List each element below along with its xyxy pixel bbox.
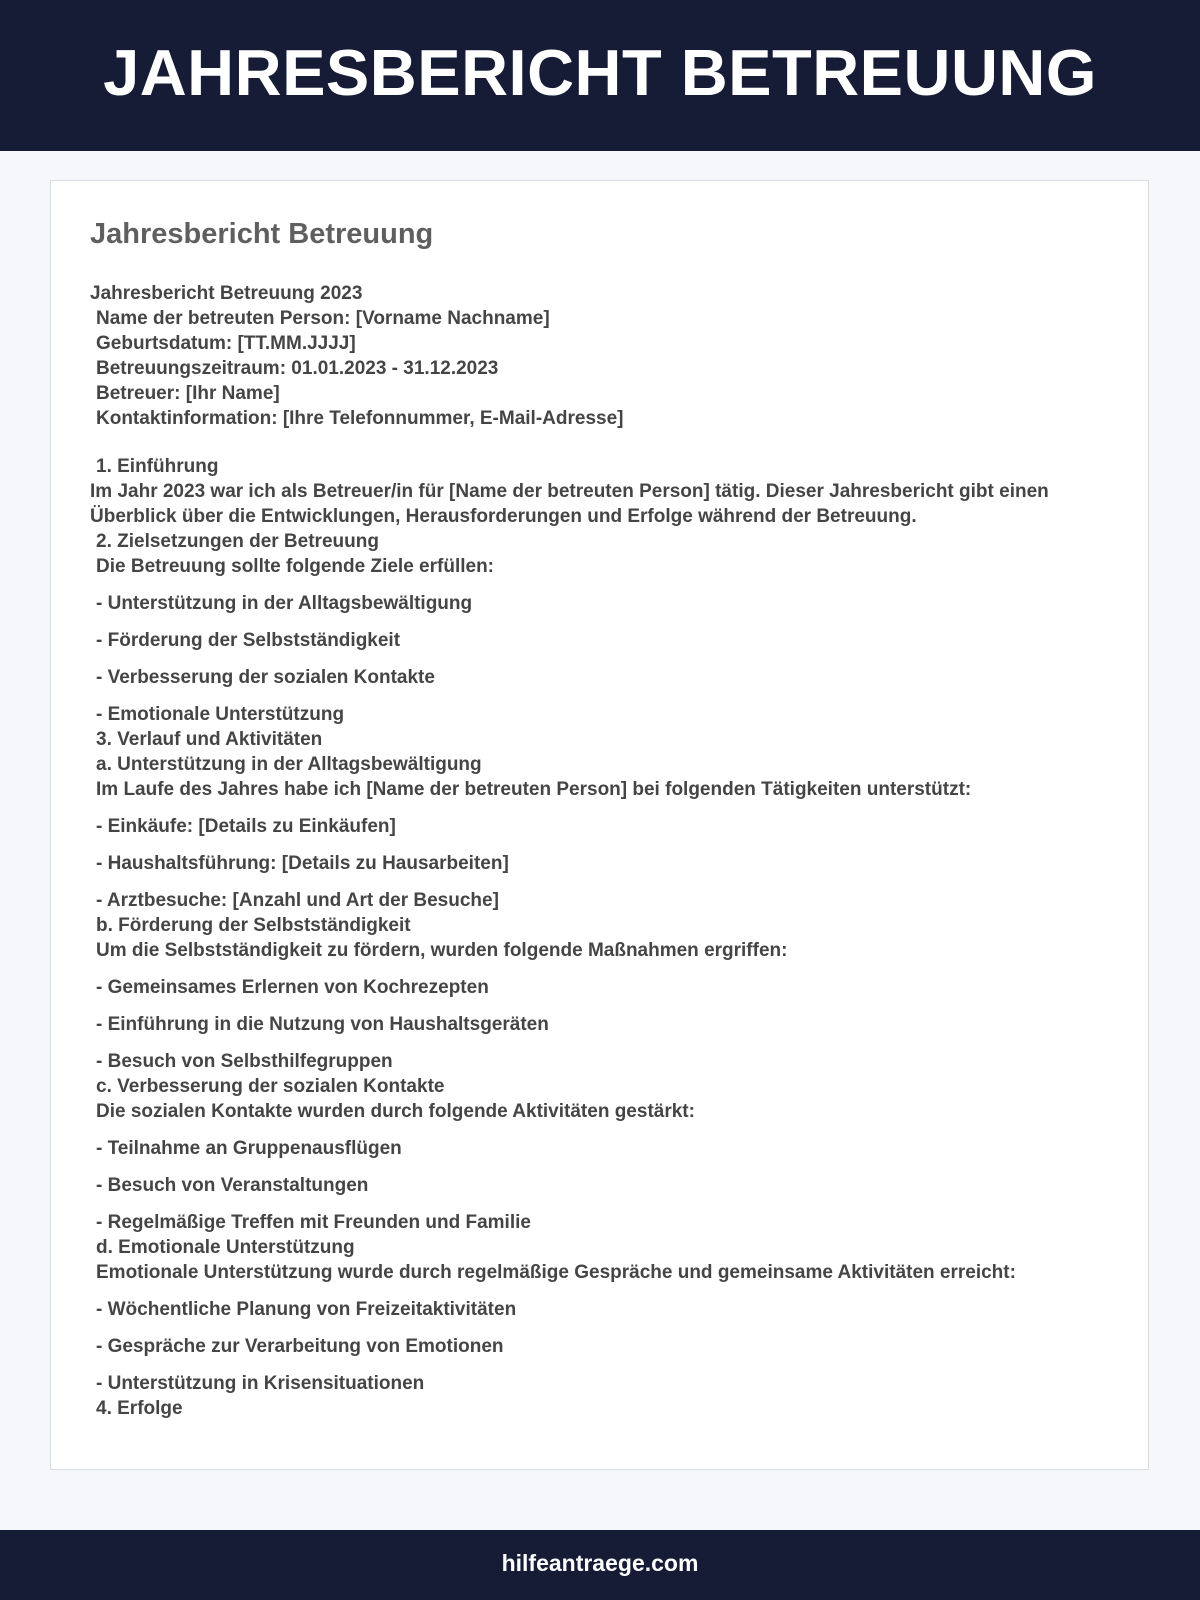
list-item: - Arztbesuche: [Anzahl und Art der Besuche] [96, 890, 499, 911]
person-name: Name der betreuten Person: [Vorname Nachname] [96, 308, 550, 329]
header-title: JAHRESBERICHT BETREUUNG [103, 36, 1097, 109]
page-header [0, 0, 1200, 151]
spacer [90, 431, 1130, 454]
subsection-heading: b. Förderung der Selbstständigkeit [96, 915, 411, 936]
list-item: - Einkäufe: [Details zu Einkäufen] [96, 816, 396, 837]
report-heading: Jahresbericht Betreuung 2023 [90, 283, 363, 304]
list-item: - Unterstützung in Krisensituationen [96, 1373, 425, 1394]
caretaker: Betreuer: [Ihr Name] [96, 383, 280, 404]
list-item: - Regelmäßige Treffen mit Freunden und Familie [96, 1212, 531, 1233]
section-text: Die Betreuung sollte folgende Ziele erfüllen: [96, 556, 494, 577]
section-heading: 1. Einführung [96, 456, 219, 477]
document-title: Jahresbericht Betreuung [90, 218, 434, 250]
list-item: - Gemeinsames Erlernen von Kochrezepten [96, 977, 489, 998]
list-item: - Gespräche zur Verarbeitung von Emotionen [96, 1336, 504, 1357]
section-text: Um die Selbstständigkeit zu fördern, wurden folgende Maßnahmen ergriffen: [96, 940, 788, 961]
birthdate: Geburtsdatum: [TT.MM.JJJJ] [96, 333, 356, 354]
list-item: - Teilnahme an Gruppenausflügen [96, 1138, 402, 1159]
list-item: - Einführung in die Nutzung von Haushaltsgeräten [96, 1014, 549, 1035]
list-item: - Wöchentliche Planung von Freizeitaktivitäten [96, 1299, 517, 1320]
document-card [50, 180, 1149, 1470]
section-heading: 2. Zielsetzungen der Betreuung [96, 531, 379, 552]
section-text: Die sozialen Kontakte wurden durch folgende Aktivitäten gestärkt: [96, 1101, 695, 1122]
list-item: - Besuch von Selbsthilfegruppen [96, 1051, 393, 1072]
subsection-heading: a. Unterstützung in der Alltagsbewältigung [96, 754, 482, 775]
contact-info: Kontaktinformation: [Ihre Telefonnummer, E-Mail-Adresse] [96, 408, 624, 429]
section-text: Im Laufe des Jahres habe ich [Name der betreuten Person] bei folgenden Tätigkeiten unterstützt: [96, 779, 972, 800]
footer-site-link[interactable]: hilfeantraege.com [501, 1549, 699, 1576]
section-text: Emotionale Unterstützung wurde durch regelmäßige Gespräche und gemeinsame Aktivitäten erreicht: [96, 1262, 1016, 1283]
document-body [90, 281, 1130, 1421]
list-item: - Haushaltsführung: [Details zu Hausarbeiten] [96, 853, 509, 874]
list-item: - Emotionale Unterstützung [96, 704, 345, 725]
list-item: - Besuch von Veranstaltungen [96, 1175, 369, 1196]
page-footer [0, 1530, 1200, 1600]
subsection-heading: d. Emotionale Unterstützung [96, 1237, 355, 1258]
section-heading: 3. Verlauf und Aktivitäten [96, 729, 323, 750]
list-item: - Verbesserung der sozialen Kontakte [96, 667, 435, 688]
care-period: Betreuungszeitraum: 01.01.2023 - 31.12.2023 [96, 358, 499, 379]
subsection-heading: c. Verbesserung der sozialen Kontakte [96, 1076, 445, 1097]
section-heading: 4. Erfolge [96, 1398, 183, 1419]
list-item: - Unterstützung in der Alltagsbewältigung [96, 593, 473, 614]
section-text: Im Jahr 2023 war ich als Betreuer/in für [Name der betreuten Person] tätig. Dieser Jahresbericht gibt einen Überblick über die Entwicklungen, Herausforderungen und Erfolge während der Betreuung. [90, 481, 1049, 527]
list-item: - Förderung der Selbstständigkeit [96, 630, 401, 651]
